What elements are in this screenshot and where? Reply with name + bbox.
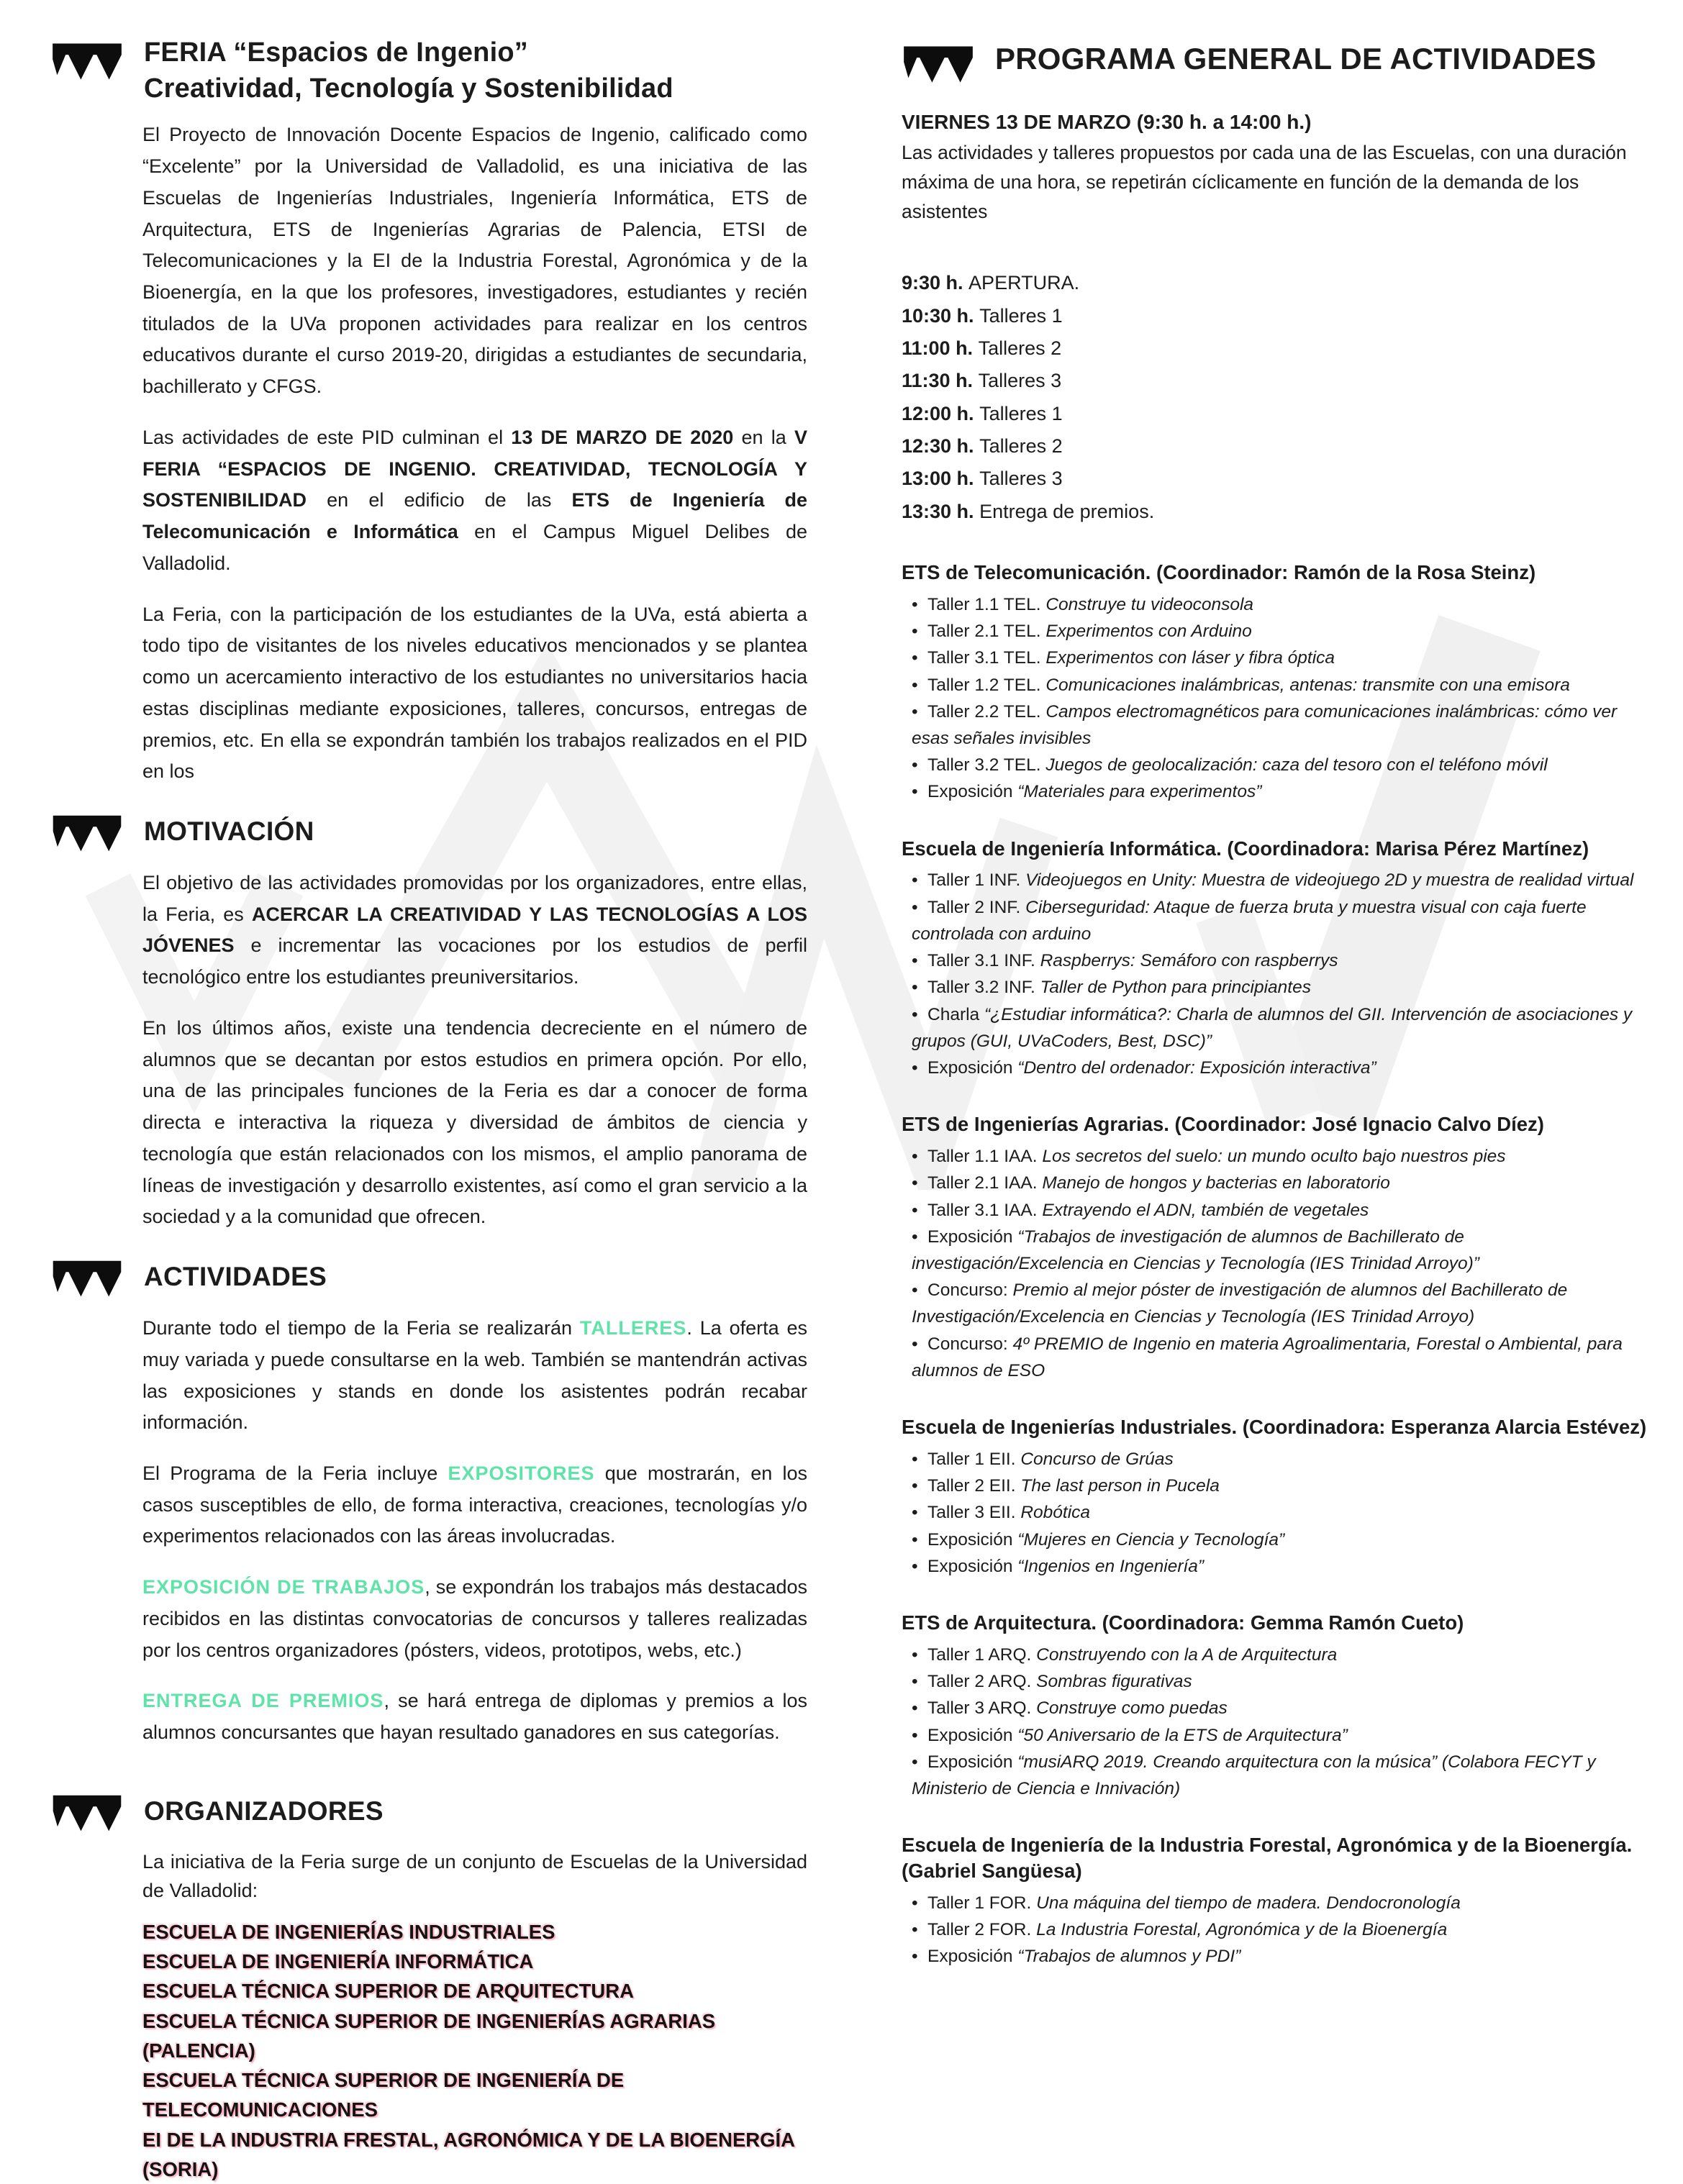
program-item-prefix: Taller 2.1 IAA.	[927, 1173, 1043, 1193]
day-heading: VIERNES 13 DE MARZO (9:30 h. a 14:00 h.)	[902, 111, 1312, 133]
schedule-item	[902, 267, 1647, 299]
zigzag-logo-icon	[50, 1790, 124, 1834]
organizadores-heading-block	[50, 1787, 807, 1834]
program-item-prefix: Taller 2 FOR.	[927, 1919, 1037, 1939]
text-segment: Durante todo el tiempo de la Feria se realizarán	[142, 1317, 580, 1339]
text-segment: ETS de Ingeniería de Telecomunicación e Informática	[142, 489, 807, 543]
motivacion-heading: MOTIVACIÓN	[144, 816, 314, 846]
actividades-heading: ACTIVIDADES	[144, 1262, 327, 1292]
program-item-description: Premio al mejor póster de investigación de alumnos del Bachillerato de Investigación/Excelencia en Ciencias y Tecnología (IES Trinidad Arroyo)	[912, 1280, 1568, 1327]
bullet-icon: •	[912, 897, 918, 917]
bullet-icon: •	[912, 782, 918, 802]
program-section-header: Escuela de Ingeniería de la Industria Forestal, Agronómica y de la Bioenergía. (Gabriel Sangüesa)	[902, 1834, 1633, 1882]
program-item	[902, 1001, 1647, 1055]
program-item-description: La Industria Forestal, Agronómica y de la Bioenergía	[1036, 1919, 1448, 1939]
program-item-description: Manejo de hongos y bacterias en laboratorio	[1042, 1173, 1390, 1193]
program-section-header: ETS de Telecomunicación. (Coordinador: Ramón de la Rosa Steinz)	[902, 561, 1536, 584]
bullet-icon: •	[912, 1698, 918, 1719]
program-item-prefix: Taller 3.2 TEL.	[927, 755, 1046, 775]
program-item-description: Videojuegos en Unity: Muestra de videojuego 2D y muestra de realidad virtual	[1025, 870, 1634, 891]
program-item-description: Una máquina del tiempo de madera. Dendocronología	[1036, 1893, 1461, 1913]
program-section	[902, 1610, 1647, 1802]
text-segment: Las actividades de este PID culminan el	[142, 426, 512, 448]
program-item-prefix: Taller 1 INF.	[927, 870, 1026, 891]
actividades-heading-block	[50, 1252, 807, 1300]
zigzag-logo-icon	[50, 1255, 124, 1300]
text-segment: El objetivo de las actividades promovidas por los organizadores, entre ellas, la Feria, es	[142, 872, 807, 925]
program-section	[902, 1832, 1647, 1970]
program-item-description: “Mujeres en Ciencia y Tecnología”	[1017, 1529, 1285, 1550]
program-item	[902, 752, 1647, 778]
left-column	[50, 35, 807, 2184]
text-segment: EXPOSICIÓN DE TRABAJOS	[142, 1576, 425, 1598]
bullet-icon: •	[912, 1280, 918, 1301]
schedule-item	[902, 430, 1647, 463]
program-item-description: “50 Aniversario de la ETS de Arquitectura”	[1017, 1725, 1348, 1745]
text-segment: El Programa de la Feria incluye	[142, 1462, 448, 1485]
program-item	[902, 591, 1647, 618]
bullet-icon: •	[912, 648, 918, 668]
program-item-prefix: Exposición	[927, 1529, 1018, 1550]
program-item	[902, 1642, 1647, 1668]
school-list-item: ESCUELA DE INGENIERÍA INFORMÁTICA	[142, 1950, 534, 1973]
schedule-label: APERTURA.	[968, 272, 1080, 294]
actividades-paragraph-2	[50, 1458, 807, 1552]
zigzag-logo-icon	[50, 37, 124, 83]
program-item	[902, 1890, 1647, 1916]
text-segment: en la	[733, 426, 794, 448]
program-item-prefix: Taller 1.1 TEL.	[927, 594, 1046, 614]
program-item	[902, 1197, 1647, 1224]
schedule-item	[902, 332, 1647, 365]
program-item-description: Construye como puedas	[1036, 1698, 1228, 1719]
zigzag-logo-icon	[902, 40, 975, 86]
program-item-prefix: Taller 3.1 TEL.	[927, 648, 1046, 668]
program-item	[902, 974, 1647, 1001]
program-item	[902, 947, 1647, 974]
program-item-description: Juegos de geolocalización: caza del tesoro con el teléfono móvil	[1045, 755, 1548, 775]
program-item-description: Construyendo con la A de Arquitectura	[1036, 1644, 1338, 1665]
program-item	[902, 1499, 1647, 1526]
schedule-time: 13:30 h.	[902, 500, 980, 522]
program-item-prefix: Concurso:	[927, 1280, 1013, 1301]
program-sections	[902, 560, 1647, 1970]
program-item-description: Sombras figurativas	[1036, 1672, 1192, 1692]
title-line2: Creatividad, Tecnología y Sostenibilidad	[144, 73, 673, 104]
program-item-prefix: Taller 2 ARQ.	[927, 1672, 1037, 1692]
bullet-icon: •	[912, 675, 918, 695]
program-item	[902, 618, 1647, 645]
program-item	[902, 778, 1647, 805]
text-segment: TALLERES	[579, 1317, 687, 1339]
program-item-prefix: Exposición	[927, 1752, 1018, 1772]
program-item-prefix: Exposición	[927, 782, 1018, 802]
schedule-item	[902, 365, 1647, 397]
program-item	[902, 645, 1647, 671]
program-item-description: Extrayendo el ADN, también de vegetales	[1042, 1200, 1369, 1220]
program-item-description: The last person in Pucela	[1020, 1476, 1220, 1496]
schedule-item	[902, 463, 1647, 495]
bullet-icon: •	[912, 622, 918, 642]
text-segment: que mostrarán, en los casos susceptibles de ello, de forma interactiva, creaciones, tecnologías y/o experimentos relacionados con las áreas involucradas.	[142, 1462, 807, 1547]
program-section-header: Escuela de Ingeniería Informática. (Coordinadora: Marisa Pérez Martínez)	[902, 837, 1589, 860]
school-list-item: EI DE LA INDUSTRIA FRESTAL, AGRONÓMICA Y DE LA BIOENERGÍA (SORIA)	[142, 2128, 795, 2180]
schedule-label: Talleres 3	[979, 468, 1063, 490]
bullet-icon: •	[912, 1200, 918, 1220]
program-item	[902, 1668, 1647, 1695]
program-section-header: ETS de Arquitectura. (Coordinadora: Gemma Ramón Cueto)	[902, 1611, 1464, 1634]
program-item-prefix: Taller 1 FOR.	[927, 1893, 1037, 1913]
bullet-icon: •	[912, 1752, 918, 1772]
schedule-time: 9:30 h.	[902, 272, 969, 294]
school-list-item: ESCUELA TÉCNICA SUPERIOR DE ARQUITECTURA	[142, 1980, 634, 2003]
schedule-item	[902, 300, 1647, 332]
bullet-icon: •	[912, 978, 918, 998]
program-item-description: “Materiales para experimentos”	[1017, 782, 1262, 802]
program-item	[902, 1749, 1647, 1802]
schedule-label: Entrega de premios.	[979, 500, 1155, 522]
schedule-time: 12:00 h.	[902, 402, 980, 424]
program-item	[902, 672, 1647, 699]
program-item-prefix: Taller 2 INF.	[927, 897, 1026, 917]
organizadores-intro: La iniciativa de la Feria surge de un conjunto de Escuelas de la Universidad de Valladolid:	[142, 1850, 807, 1902]
program-item-prefix: Charla	[927, 1004, 984, 1024]
program-item-prefix: Taller 2.2 TEL.	[927, 701, 1046, 722]
program-item	[902, 1916, 1647, 1943]
program-item-description: Raspberrys: Semáforo con raspberrys	[1040, 951, 1338, 971]
bullet-icon: •	[912, 951, 918, 971]
program-item-description: Robótica	[1020, 1503, 1091, 1523]
program-item-description: “Ingenios en Ingeniería”	[1017, 1556, 1205, 1576]
program-item-prefix: Exposición	[927, 1725, 1018, 1745]
actividades-paragraph-1	[50, 1313, 807, 1439]
program-item-prefix: Exposición	[927, 1058, 1018, 1078]
program-item	[902, 1055, 1647, 1081]
day-paragraph: Las actividades y talleres propuestos por cada una de las Escuelas, con una duración máxima de una hora, se repetirán cíclicamente en función de la demanda de los asistentes	[902, 142, 1627, 223]
schedule-label: Talleres 3	[978, 370, 1062, 392]
text-segment: En los últimos años, existe una tendencia decreciente en el número de alumnos que se decantan por estos estudios en primera opción. Por ello, una de las principales funciones de la Feria es dar a conocer de forma directa e interactiva la riqueza y diversidad de ámbitos de ciencia y tecnología que están relacionados con los mismos, el amplio panorama de líneas de investigación y desarrollo existentes, así como el gran servicio a la sociedad y a la comunidad que ofrecen.	[142, 1016, 807, 1228]
program-item-description: Experimentos con láser y fibra óptica	[1045, 648, 1335, 668]
program-item	[902, 1943, 1647, 1970]
program-item-prefix: Taller 3 EII.	[927, 1503, 1021, 1523]
program-item-description: 4º PREMIO de Ingenio en materia Agroalimentaria, Forestal o Ambiental, para alumnos de ESO	[912, 1334, 1623, 1380]
program-item-description: Ciberseguridad: Ataque de fuerza bruta y muestra visual con caja fuerte controlada con arduino	[912, 897, 1587, 944]
program-section	[902, 560, 1647, 806]
bullet-icon: •	[912, 1644, 918, 1665]
program-item-description: Construye tu videoconsola	[1045, 594, 1254, 614]
program-item-prefix: Exposición	[927, 1556, 1018, 1576]
bullet-icon: •	[912, 1058, 918, 1078]
program-item-prefix: Taller 3 ARQ.	[927, 1698, 1037, 1719]
zigzag-logo-icon	[50, 810, 124, 855]
bullet-icon: •	[912, 1672, 918, 1692]
program-section	[902, 836, 1647, 1082]
program-item-description: “musiARQ 2019. Creando arquitectura con la música” (Colabora FECYT y Ministerio de Ciencia e Innivación)	[912, 1752, 1596, 1799]
text-segment: ENTREGA DE PREMIOS	[142, 1690, 384, 1712]
school-list-item: ESCUELA TÉCNICA SUPERIOR DE INGENIERÍA DE TELECOMUNICACIONES	[142, 2069, 625, 2121]
text-segment: El Proyecto de Innovación Docente Espacios de Ingenio, calificado como “Excelente” por la Universidad de Valladolid, es una iniciativa de las Escuelas de Ingenierías Industriales, Ingeniería Informática, ETS de Arquitectura, ETS de Ingenierías Agrarias de Palencia, ETSI de Telecomunicaciones y la EI de la Industria Forestal, Agronómica y de la Bioenergía, en la que los profesores, investigadores, estudiantes y recién titulados de la UVa proponen actividades para realizar en los centros educativos durante el curso 2019-20, dirigidas a estudiantes de secundaria, bachillerato y CFGS.	[142, 124, 807, 398]
schedule-list	[902, 267, 1647, 528]
program-section-header: Escuela de Ingenierías Industriales. (Coordinadora: Esperanza Alarcia Estévez)	[902, 1416, 1647, 1439]
motivacion-heading-block	[50, 807, 807, 855]
program-item-description: Campos electromagnéticos para comunicaciones inalámbricas: cómo ver esas señales invisibles	[912, 701, 1618, 748]
schedule-time: 13:00 h.	[902, 468, 980, 490]
program-item-description: “Dentro del ordenador: Exposición interactiva”	[1017, 1058, 1376, 1078]
program-item-description: “¿Estudiar informática?: Charla de alumnos del GII. Intervención de asociaciones y grupos (GUI, UVaCoders, Best, DSC)”	[912, 1004, 1633, 1051]
program-item-description: Concurso de Grúas	[1020, 1449, 1174, 1469]
bullet-icon: •	[912, 1173, 918, 1193]
right-column	[902, 37, 1647, 2000]
program-item-prefix: Exposición	[927, 1947, 1018, 1967]
schedule-label: Talleres 2	[978, 337, 1062, 359]
program-item-prefix: Taller 1.2 TEL.	[927, 675, 1046, 695]
school-list-item: ESCUELA TÉCNICA SUPERIOR DE INGENIERÍAS AGRARIAS (PALENCIA)	[142, 2009, 716, 2062]
program-item	[902, 1722, 1647, 1749]
program-item-prefix: Taller 2.1 TEL.	[927, 622, 1046, 642]
program-item-prefix: Taller 1 EII.	[927, 1449, 1021, 1469]
text-segment: en el Campus Miguel Delibes de Valladolid.	[142, 521, 807, 574]
text-segment: V FERIA “ESPACIOS DE INGENIO. CREATIVIDAD, TECNOLOGÍA Y SOSTENIBILIDAD	[142, 426, 808, 511]
program-item-description: Experimentos con Arduino	[1045, 622, 1252, 642]
schedule-time: 12:30 h.	[902, 434, 980, 457]
program-item	[902, 1170, 1647, 1196]
intro-paragraph-2	[50, 422, 807, 580]
program-item	[902, 1526, 1647, 1553]
bullet-icon: •	[912, 1227, 918, 1247]
bullet-icon: •	[912, 1147, 918, 1167]
text-segment: . La oferta es muy variada y puede consultarse en la web. También se mantendrán activas las exposiciones y stands en donde los asistentes podrán recabar información.	[142, 1317, 807, 1434]
programa-heading: PROGRAMA GENERAL DE ACTIVIDADES	[995, 42, 1597, 76]
bullet-icon: •	[912, 1529, 918, 1550]
program-item-description: “Trabajos de alumnos y PDI”	[1017, 1947, 1241, 1967]
program-item	[902, 699, 1647, 752]
text-segment: ACERCAR LA CREATIVIDAD Y LAS TECNOLOGÍAS A LOS JÓVENES	[142, 903, 807, 957]
text-segment: , se hará entrega de diplomas y premios a los alumnos concursantes que hayan resultado ganadores en sus categorías.	[142, 1690, 807, 1744]
motivacion-paragraph-2	[50, 1013, 807, 1233]
bullet-icon: •	[912, 870, 918, 891]
bullet-icon: •	[912, 1919, 918, 1939]
program-item-description: Taller de Python para principiantes	[1040, 978, 1311, 998]
program-item	[902, 1277, 1647, 1330]
schedule-time: 11:30 h.	[902, 370, 979, 392]
program-section	[902, 1414, 1647, 1580]
program-item-description: Comunicaciones inalámbricas, antenas: transmite con una emisora	[1045, 675, 1570, 695]
program-item-prefix: Taller 1.1 IAA.	[927, 1147, 1043, 1167]
program-item	[902, 1331, 1647, 1384]
program-item	[902, 1473, 1647, 1499]
bullet-icon: •	[912, 1503, 918, 1523]
bullet-icon: •	[912, 1004, 918, 1024]
title-line1: FERIA “Espacios de Ingenio”	[144, 37, 528, 68]
program-item-prefix: Taller 3.1 INF.	[927, 951, 1040, 971]
schedule-item	[902, 496, 1647, 528]
program-item-prefix: Taller 2 EII.	[927, 1476, 1021, 1496]
program-section-header: ETS de Ingenierías Agrarias. (Coordinador: José Ignacio Calvo Díez)	[902, 1113, 1544, 1136]
program-item	[902, 1446, 1647, 1473]
program-item-prefix: Taller 1 ARQ.	[927, 1644, 1037, 1665]
bullet-icon: •	[912, 1476, 918, 1496]
schedule-label: Talleres 1	[979, 304, 1063, 327]
schedule-label: Talleres 2	[979, 434, 1063, 457]
program-item	[902, 867, 1647, 893]
program-item-prefix: Concurso:	[927, 1334, 1013, 1354]
bullet-icon: •	[912, 755, 918, 775]
text-segment: La Feria, con la participación de los estudiantes de la UVa, está abierta a todo tipo de visitantes de los niveles educativos mencionados y se plantea como un acercamiento interactivo de los estudiantes no universitarios hacia estas disciplinas mediante exposiciones, talleres, concursos, entregas de premios, etc. En ella se expondrán también los trabajos realizados en el PID en los	[142, 603, 807, 783]
program-item	[902, 1553, 1647, 1580]
text-segment: en el edificio de las	[307, 489, 572, 511]
program-item-prefix: Taller 3.2 INF.	[927, 978, 1040, 998]
bullet-icon: •	[912, 1334, 918, 1354]
actividades-paragraph-3	[50, 1572, 807, 1666]
bullet-icon: •	[912, 701, 918, 722]
program-item-description: Los secretos del suelo: un mundo oculto bajo nuestros pies	[1042, 1147, 1506, 1167]
bullet-icon: •	[912, 1893, 918, 1913]
program-item-prefix: Exposición	[927, 1227, 1018, 1247]
bullet-icon: •	[912, 594, 918, 614]
schedule-time: 11:00 h.	[902, 337, 979, 359]
schedule-label: Talleres 1	[979, 402, 1063, 424]
program-item	[902, 1695, 1647, 1721]
motivacion-paragraph-1	[50, 868, 807, 993]
program-item	[902, 894, 1647, 947]
program-item-description: “Trabajos de investigación de alumnos de Bachillerato de investigación/Excelencia en Ciencias y Tecnología (IES Trinidad Arroyo)”	[912, 1227, 1479, 1273]
program-item	[902, 1143, 1647, 1170]
school-list-item: ESCUELA DE INGENIERÍAS INDUSTRIALES	[142, 1920, 555, 1943]
schools-list	[50, 1917, 807, 2184]
programa-heading-block	[902, 37, 1647, 86]
bullet-icon: •	[912, 1556, 918, 1576]
program-item-prefix: Taller 3.1 IAA.	[927, 1200, 1043, 1220]
program-item	[902, 1224, 1647, 1277]
bullet-icon: •	[912, 1449, 918, 1469]
program-section	[902, 1111, 1647, 1384]
text-segment: , se expondrán los trabajos más destacados recibidos en las distintas convocatorias de concursos y talleres realizadas por los centros organizadores (pósters, videos, prototipos, webs, etc.)	[142, 1576, 807, 1661]
page-title	[144, 35, 673, 106]
intro-paragraph-1	[50, 119, 807, 403]
schedule-time: 10:30 h.	[902, 304, 980, 327]
bullet-icon: •	[912, 1947, 918, 1967]
text-segment: EXPOSITORES	[448, 1462, 595, 1485]
text-segment: 13 DE MARZO DE 2020	[511, 426, 734, 448]
actividades-paragraph-4	[50, 1685, 807, 1748]
organizadores-heading: ORGANIZADORES	[144, 1796, 384, 1826]
text-segment: e incrementar las vocaciones por los estudios de perfil tecnológico entre los estudiantes preuniversitarios.	[142, 934, 807, 988]
bullet-icon: •	[912, 1725, 918, 1745]
feria-title-block	[50, 35, 807, 106]
schedule-item	[902, 398, 1647, 430]
intro-paragraph-3	[50, 599, 807, 788]
